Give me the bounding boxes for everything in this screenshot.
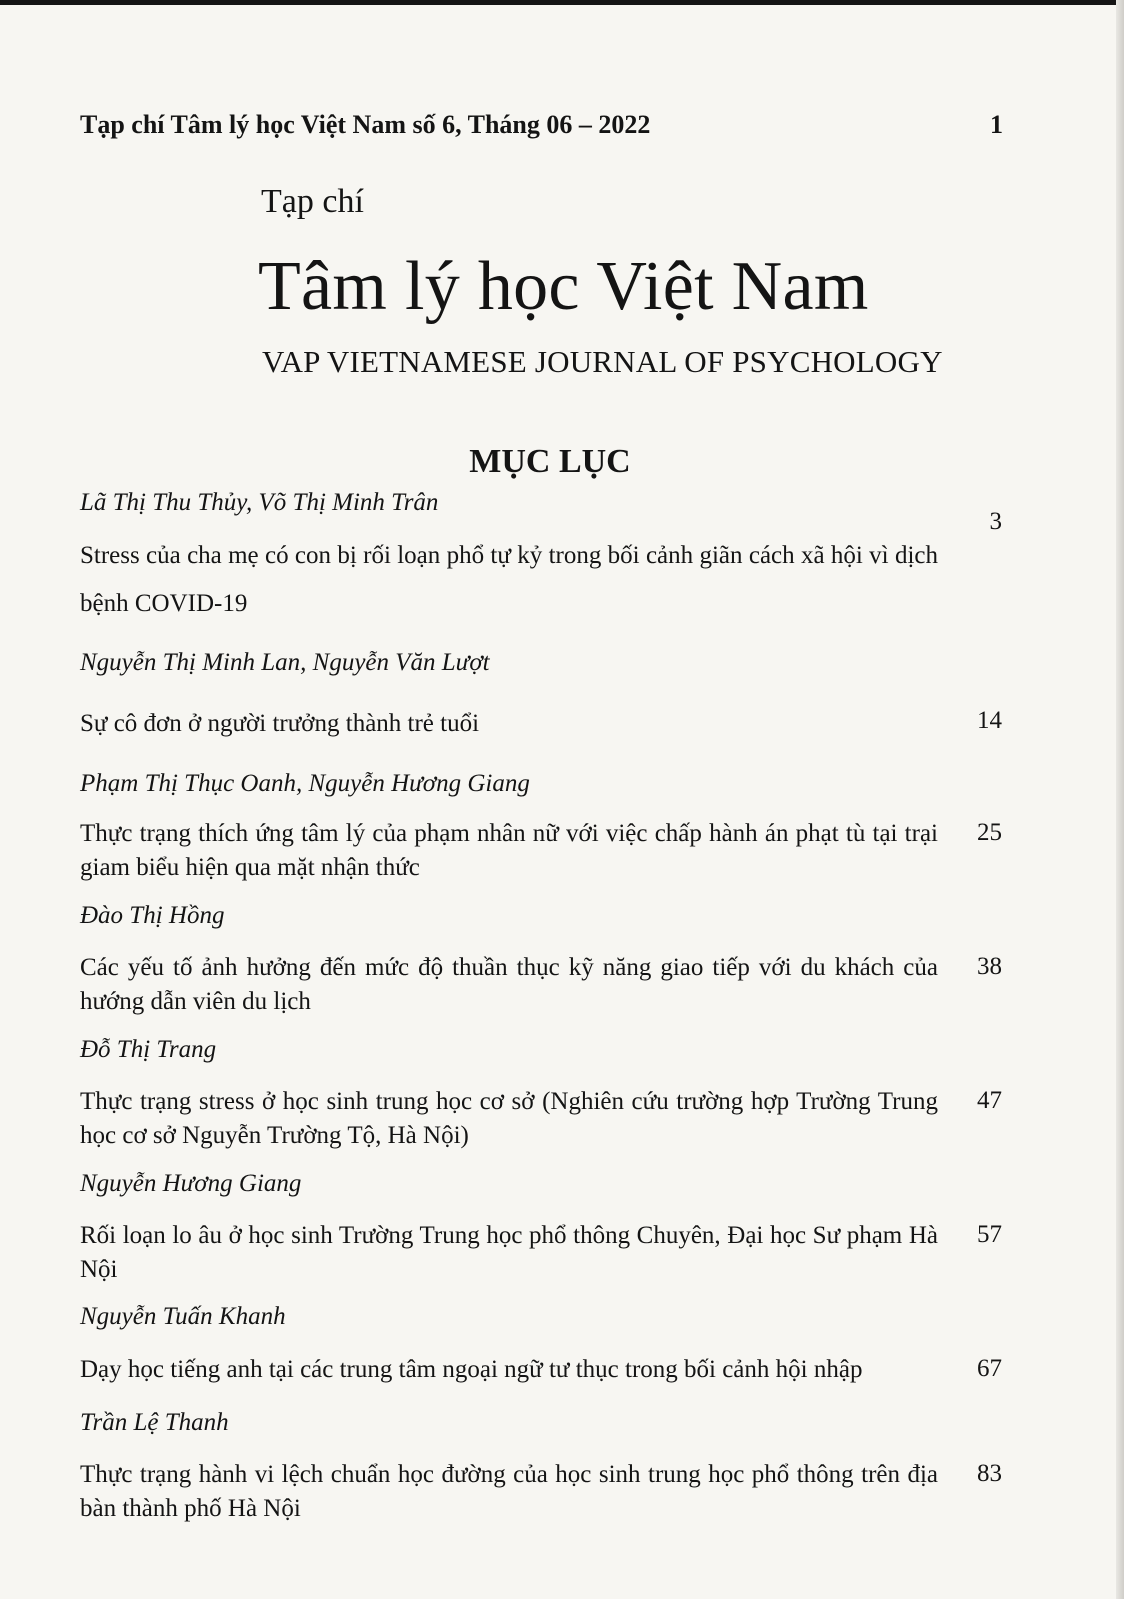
toc-entry-page: 67 [977,1355,1002,1382]
toc-entry-page: 3 [989,508,1002,535]
masthead-subtitle: VAP VIETNAMESE JOURNAL OF PSYCHOLOGY [262,344,943,379]
toc-heading: MỤC LỤC [469,443,631,480]
toc-entry-authors: Lã Thị Thu Thủy, Võ Thị Minh Trân [80,489,439,516]
running-head: Tạp chí Tâm lý học Việt Nam số 6, Tháng 06 – 2022 [80,110,651,139]
toc-entry-authors: Nguyễn Hương Giang [80,1170,302,1197]
toc-entry-authors: Trần Lệ Thanh [80,1409,229,1436]
toc-entry-page: 38 [977,953,1002,980]
page-number: 1 [990,110,1003,139]
toc-entry-title: Stress của cha mẹ có con bị rối loạn phổ tự kỷ trong bối cảnh giãn cách xã hội vì dịch bệnh COVID-19 [80,542,938,617]
masthead-title: Tâm lý học Việt Nam [258,248,869,325]
toc-entry-authors: Phạm Thị Thục Oanh, Nguyễn Hương Giang [80,770,530,797]
toc-entry-title: Sự cô đơn ở người trưởng thành trẻ tuổi [80,710,480,737]
toc-entry-title: Thực trạng stress ở học sinh trung học cơ sở (Nghiên cứu trường hợp Trường Trung học cơ sở Nguyễn Trường Tộ, Hà Nội) [80,1088,938,1149]
toc-entry-authors: Đỗ Thị Trang [80,1036,217,1063]
toc-entry-title: Dạy học tiếng anh tại các trung tâm ngoại ngữ tư thục trong bối cảnh hội nhập [80,1356,863,1383]
toc-entry-authors: Đào Thị Hồng [80,902,225,929]
toc-entry-page: 57 [977,1221,1002,1248]
toc-entry-page: 14 [977,707,1002,734]
toc-entry-title: Các yếu tố ảnh hưởng đến mức độ thuần thục kỹ năng giao tiếp với du khách của hướng dẫn viên du lịch [80,954,938,1015]
toc-entry-title: Thực trạng hành vi lệch chuẩn học đường của học sinh trung học phổ thông trên địa bàn thành phố Hà Nội [80,1461,938,1522]
masthead-kicker: Tạp chí [261,183,364,220]
scan-top-edge [0,0,1124,5]
toc-entry-authors: Nguyễn Thị Minh Lan, Nguyễn Văn Lượt [80,649,490,676]
toc-entry-page: 25 [977,819,1002,846]
scan-right-edge [1116,0,1124,1599]
toc-entry-title: Thực trạng thích ứng tâm lý của phạm nhân nữ với việc chấp hành án phạt tù tại trại giam biểu hiện qua mặt nhận thức [80,820,938,881]
toc-entry-authors: Nguyễn Tuấn Khanh [80,1303,286,1330]
toc-entry-page: 83 [977,1460,1002,1487]
toc-entry-title: Rối loạn lo âu ở học sinh Trường Trung học phổ thông Chuyên, Đại học Sư phạm Hà Nội [80,1222,938,1283]
toc-entry-page: 47 [977,1087,1002,1114]
